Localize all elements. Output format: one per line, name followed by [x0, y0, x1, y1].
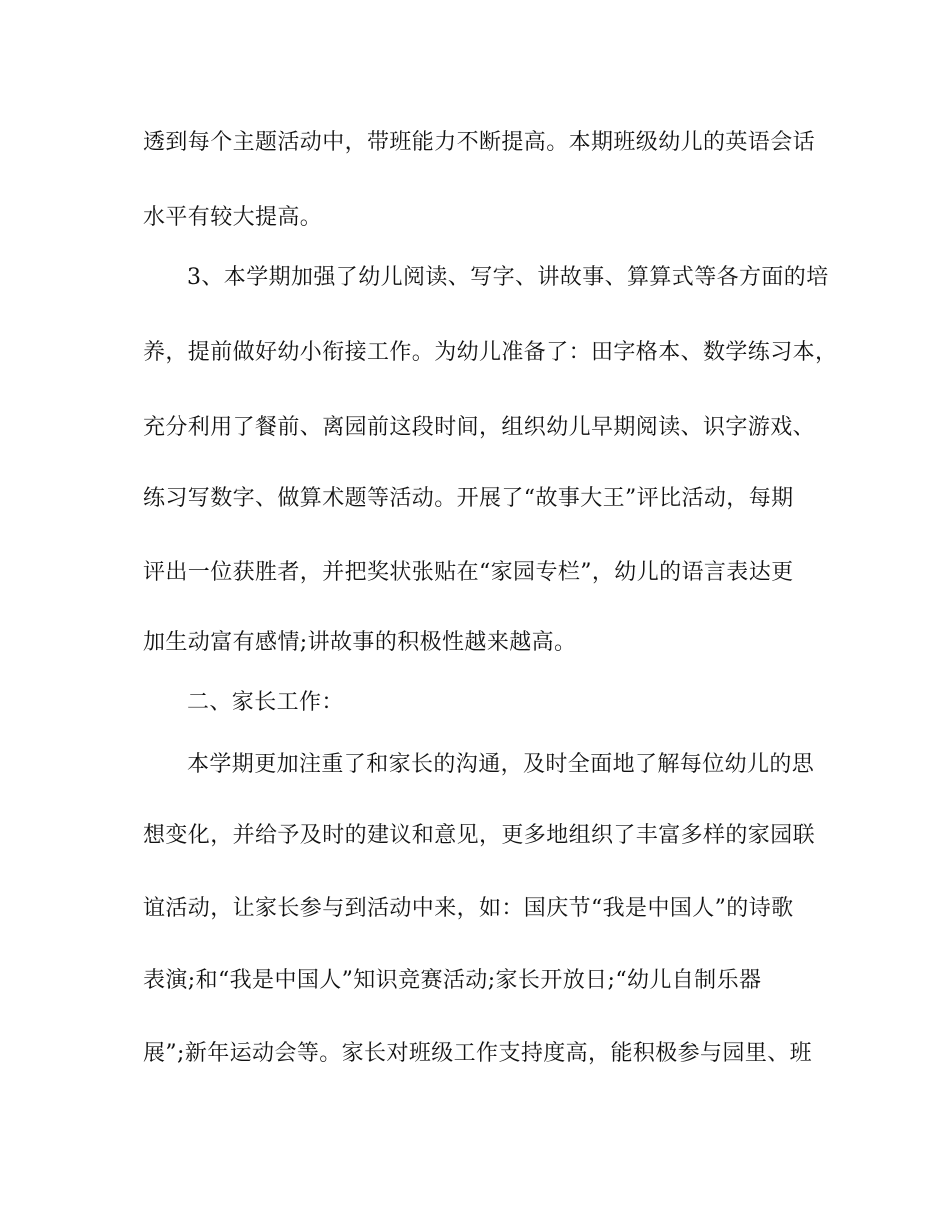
paragraph-line: 谊活动，让家长参与到活动中来，如：国庆节“我是中国人”的诗歌: [143, 896, 794, 921]
section-heading: 二、家长工作：: [187, 690, 344, 715]
paragraph-line: 充分利用了餐前、离园前这段时间，组织幼儿早期阅读、识字游戏、: [143, 415, 816, 440]
paragraph-line: 表演;和“我是中国人”知识竞赛活动;家长开放日;“幼儿自制乐器: [143, 968, 762, 993]
paragraph-line: 想变化，并给予及时的建议和意见，更多地组织了丰富多样的家园联: [143, 823, 816, 848]
paragraph-line: 练习写数字、做算术题等活动。开展了“故事大王”评比活动，每期: [143, 486, 794, 511]
paragraph-line: 养，提前做好幼小衔接工作。为幼儿准备了：田字格本、数学练习本，: [143, 340, 838, 365]
paragraph-line: 水平有较大提高。: [143, 205, 323, 230]
paragraph-line: 展”;新年运动会等。家长对班级工作支持度高，能积极参与园里、班: [143, 1041, 813, 1066]
paragraph-line: 评出一位获胜者，并把奖状张贴在“家园专栏”，幼儿的语言表达更: [143, 560, 794, 585]
paragraph-line: 3、本学期加强了幼儿阅读、写字、讲故事、算算式等各方面的培: [187, 265, 829, 290]
paragraph-line: 本学期更加注重了和家长的沟通，及时全面地了解每位幼儿的思: [187, 752, 815, 777]
paragraph-line: 加生动富有感情;讲故事的积极性越来越高。: [143, 630, 577, 655]
paragraph-line: 透到每个主题活动中，带班能力不断提高。本期班级幼儿的英语会话: [143, 130, 816, 155]
